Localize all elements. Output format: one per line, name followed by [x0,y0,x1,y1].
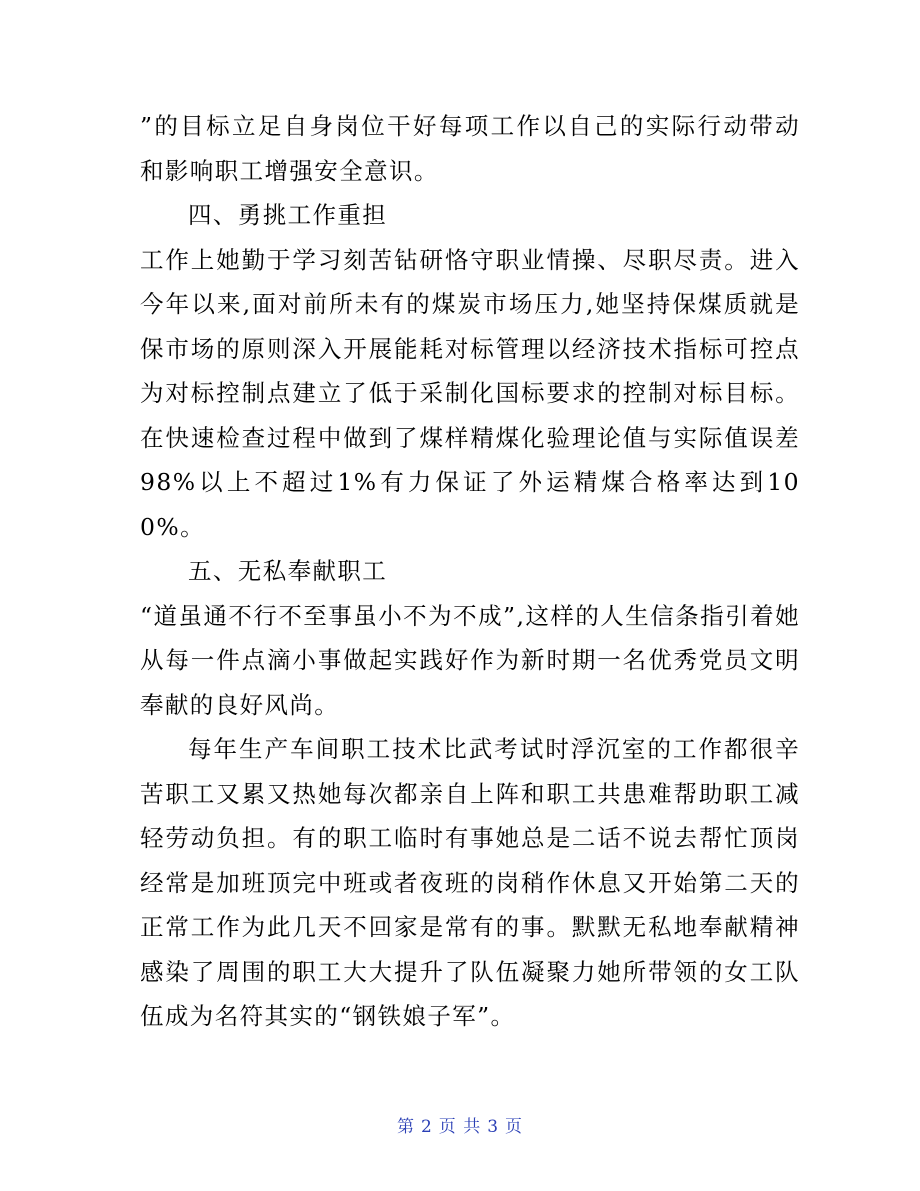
page-number-footer [0,1112,920,1137]
paragraph: ”的目标立足自身岗位干好每项工作以自己的实际行动带动和影响职工增强安全意识。 [140,112,800,185]
paragraph: 工作上她勤于学习刻苦钻研恪守职业情操、尽职尽责。进入今年以来,面对前所未有的煤炭市场压力,她坚持保煤质就是保市场的原则深入开展能耗对标管理以经济技术指标可控点为对标控制点建立了低于采制化国标要求的控制对标目标。在快速检查过程中做到了煤样精煤化验理论值与实际值误差98%以上不超过1%有力保证了外运精煤合格率达到100%。 [140,245,800,541]
paragraph: 每年生产车间职工技术比武考试时浮沉室的工作都很辛苦职工又累又热她每次都亲自上阵和职工共患难帮助职工减轻劳动负担。有的职工临时有事她总是二话不说去帮忙顶岗经常是加班顶完中班或者夜班的岗稍作休息又开始第二天的正常工作为此几天不回家是常有的事。默默无私地奉献精神感染了周围的职工大大提升了队伍凝聚力她所带领的女工队伍成为名符其实的“钢铁娘子军”。 [140,735,800,1030]
section-heading: 四、勇挑工作重担 [188,201,388,229]
paragraph: “道虽通不行不至事虽小不为不成”,这样的人生信条指引着她从每一件点滴小事做起实践好作为新时期一名优秀党员文明奉献的良好风尚。 [140,601,800,719]
footer-middle: 页 共 [438,1117,482,1137]
footer-suffix: 页 [505,1117,524,1137]
current-page-number: 2 [420,1117,433,1137]
document-body [140,104,800,1039]
total-pages-number: 3 [487,1117,500,1137]
footer-prefix: 第 [396,1117,415,1137]
section-heading: 五、无私奉献职工 [188,557,388,585]
